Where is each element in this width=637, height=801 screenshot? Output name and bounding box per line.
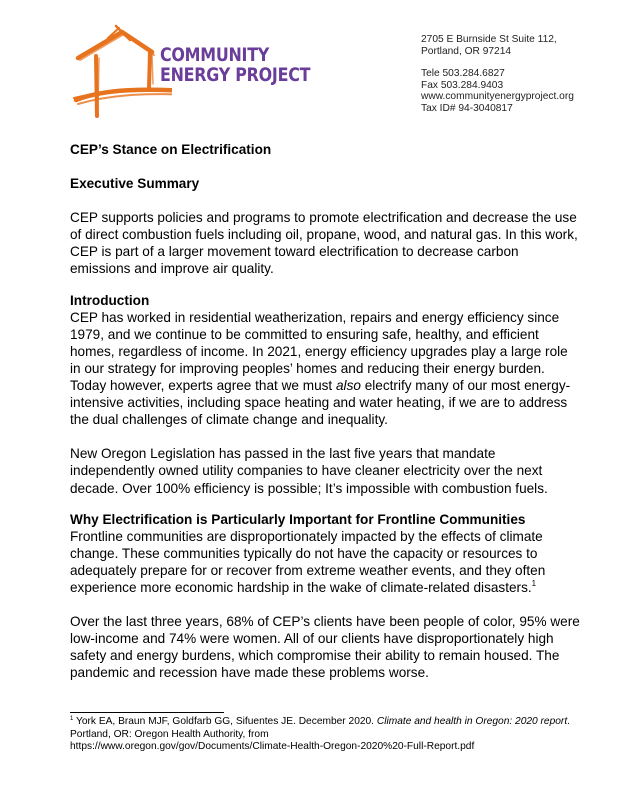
frontline-heading: Why Electrification is Particularly Important for Frontline Communities <box>70 511 526 527</box>
tax-id: Tax ID# 94-3040817 <box>421 102 513 114</box>
introduction-heading: Introduction <box>70 292 150 308</box>
footnote-number: 1 <box>70 716 74 722</box>
document-title: CEP’s Stance on Electrification <box>70 142 272 157</box>
emphasis-also: also <box>335 378 361 394</box>
letterhead <box>0 0 637 130</box>
street-address: 2705 E Burnside St Suite 112, <box>421 34 557 45</box>
document-body <box>70 141 582 681</box>
logo-line-2: ENERGY PROJECT <box>160 65 311 86</box>
footnote-1: $^1$ York EA, Braun MJF, Goldfarb GG, Sifuentes JE. December 2020. Climate and health in Oregon: 2020 report. Portland, OR: Oregon Health Authority, from https://www.oregon.gov/gov/Documents/Climate-Health-Oregon-2020%20-Full-Report.pdf <box>70 716 570 753</box>
frontline-paragraph: Frontline communities are disproportionately impacted by the effects of climate change. These communities typically do not have the capacity or resources to adequately prepare for or recover from extreme weather events, and they often experience more economic hardship in the wake of climate-related disasters.$^1$ <box>70 528 546 595</box>
client-stats-paragraph: Over the last three years, 68% of CEP’s clients have been people of color, 95% were low-income and 74% were women. All of our clients have disproportionately high safety and energy burdens, which compromise their ability to remain housed. The pandemic and recession have made these problems worse. <box>70 614 580 681</box>
contact-block <box>421 34 574 115</box>
city-address: Portland, OR 97214 <box>421 45 512 57</box>
organization-logo <box>72 24 322 124</box>
fax: Fax 503.284.9403 <box>421 79 504 91</box>
website-link[interactable]: www.communityenergyproject.org <box>421 91 574 103</box>
logo-line-1: COMMUNITY <box>160 45 270 66</box>
executive-summary-paragraph: CEP supports policies and programs to promote electrification and decrease the use of direct combustion fuels including oil, propane, wood, and natural gas. In this work, CEP is part of a larger movement toward electrification to decrease carbon emissions and improve air quality. <box>70 210 578 277</box>
logo-wordmark <box>160 46 310 86</box>
footnote-separator <box>70 712 224 713</box>
house-sketch-icon <box>72 24 172 124</box>
footnote-url-link[interactable]: https://www.oregon.gov/gov/Documents/Climate-Health-Oregon-2020%20-Full-Report.pdf <box>70 741 475 753</box>
legislation-paragraph: New Oregon Legislation has passed in the last five years that mandate independently owned utility companies to have cleaner electricity over the next decade. Over 100% efficiency is possible; It’s impossible with combustion fuels. <box>70 446 548 496</box>
footnote-reference[interactable]: 1 <box>531 578 537 588</box>
executive-summary-heading: Executive Summary <box>70 176 200 192</box>
introduction-paragraph: CEP has worked in residential weatherization, repairs and energy efficiency since 1979, and we continue to be committed to ensuring safe, healthy, and efficient homes, regardless of income. In 2021, energy efficiency upgrades play a large role in our strategy for improving peoples’ homes and reducing their energy burden. Today however, experts agree that we must also electrify many of our most energy-intensive activities, including space heating and water heating, if we are to address the dual challenges of climate change and inequality. <box>70 309 571 428</box>
footnote-report-title: Climate and health in Oregon: 2020 report <box>376 716 568 727</box>
telephone: Tele 503.284.6827 <box>421 68 505 80</box>
